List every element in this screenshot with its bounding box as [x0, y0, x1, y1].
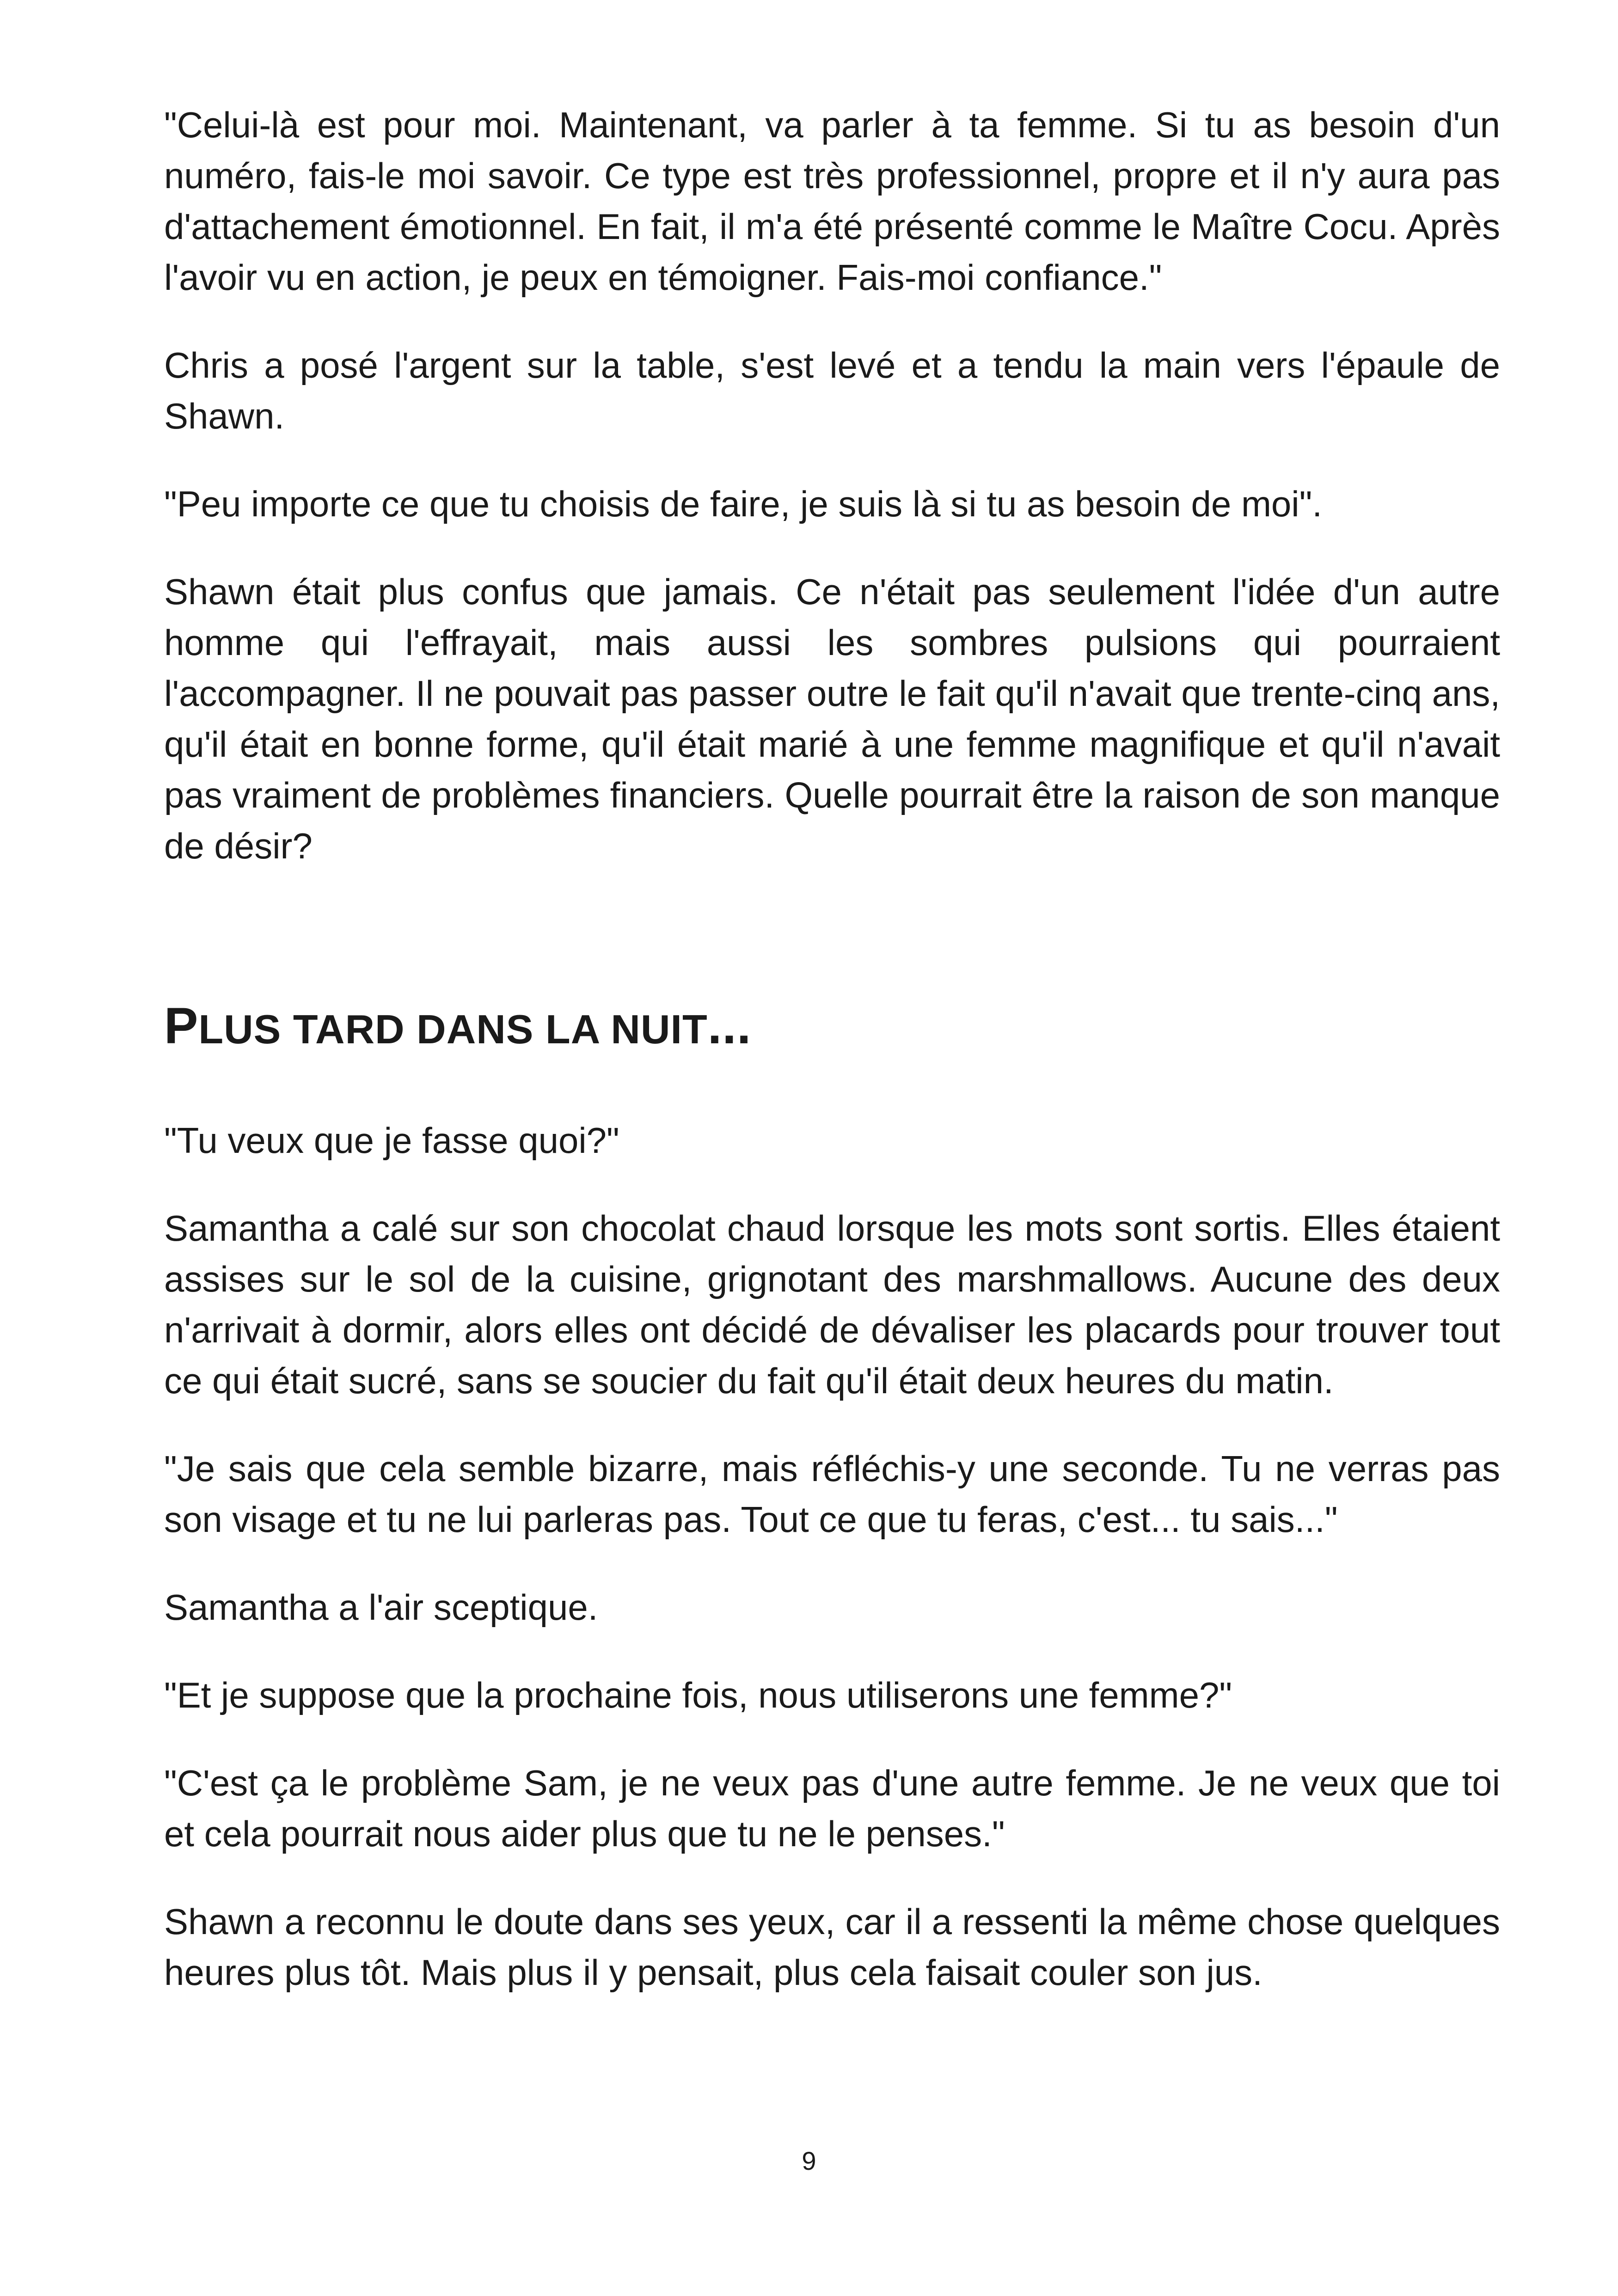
paragraph: "Et je suppose que la prochaine fois, nous utiliserons une femme?" [164, 1675, 1232, 1715]
paragraph: "C'est ça le problème Sam, je ne veux pas d'une autre femme. Je ne veux que toi et cela pourrait nous aider plus que tu ne le penses." [164, 1763, 1500, 1854]
paragraph: Samantha a calé sur son chocolat chaud lorsque les mots sont sortis. Elles étaient assises sur le sol de la cuisine, grignotant des marshmallows. Aucune des deux n'arrivait à dormir, alors elles ont décidé de dévaliser les placards pour trouver tout ce qui était sucré, sans se soucier du fait qu'il était deux heures du matin. [164, 1208, 1500, 1401]
paragraph: "Celui-là est pour moi. Maintenant, va parler à ta femme. Si tu as besoin d'un numéro, fais-le moi savoir. Ce type est très professionnel, propre et il n'y aura pas d'attachement émotionnel. En fait, il m'a été présenté comme le Maître Cocu. Après l'avoir vu en action, je peux en témoigner. Fais-moi confiance." [164, 104, 1500, 298]
paragraph: Shawn a reconnu le doute dans ses yeux, car il a ressenti la même chose quelques heures plus tôt. Mais plus il y pensait, plus cela faisait couler son jus. [164, 1901, 1500, 1993]
paragraph: Chris a posé l'argent sur la table, s'est levé et a tendu la main vers l'épaule de Shawn. [164, 345, 1500, 436]
heading-first-letter: P [164, 998, 199, 1054]
paragraph: "Tu veux que je fasse quoi?" [164, 1120, 619, 1161]
paragraph: "Peu importe ce que tu choisis de faire, je suis là si tu as besoin de moi". [164, 484, 1322, 524]
page-content [164, 99, 1500, 2035]
page-number: 9 [802, 2146, 816, 2175]
heading-ellipsis: ... [707, 998, 752, 1054]
paragraph: "Je sais que cela semble bizarre, mais réfléchis-y une seconde. Tu ne verras pas son visage et tu ne lui parleras pas. Tout ce que tu feras, c'est... tu sais..." [164, 1448, 1500, 1540]
paragraph: Shawn était plus confus que jamais. Ce n'était pas seulement l'idée d'un autre homme qui l'effrayait, mais aussi les sombres pulsions qui pourraient l'accompagner. Il ne pouvait pas passer outre le fait qu'il n'avait que trente-cinq ans, qu'il était en bonne forme, qu'il était marié à une femme magnifique et qu'il n'avait pas vraiment de problèmes financiers. Quelle pourrait être la raison de son manque de désir? [164, 571, 1500, 866]
heading-rest: LUS TARD DANS LA NUIT [198, 1006, 708, 1052]
paragraph: Samantha a l'air sceptique. [164, 1587, 598, 1628]
section-heading [164, 996, 1500, 1059]
